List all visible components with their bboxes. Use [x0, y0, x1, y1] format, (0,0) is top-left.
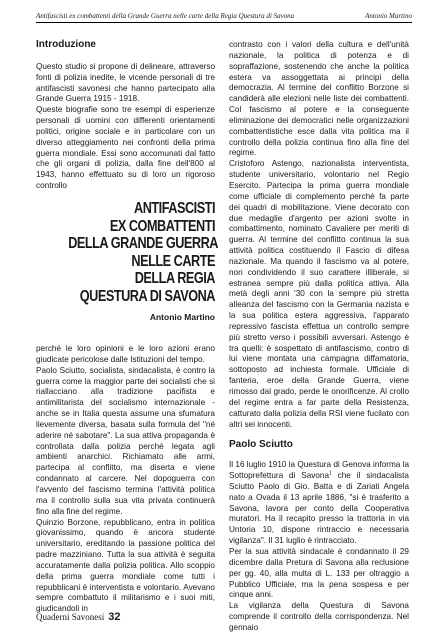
intro-paragraph: Queste biografie sono tre esempi di esperienze personali di uomini con differenti orientamenti politici, origine sociale e in particolare con un diverso atteggiamento nei confronti della prima guerra mondiale. Essi sono accomunati dal fatto che gli organi di polizia, dalla fine dell'800 al 1943, hanno effettuato su di loro un rigoroso controllo: [36, 105, 215, 191]
journal-name: Quaderni Savonesi: [36, 612, 105, 622]
intro-section: [36, 40, 215, 192]
article-title-line: EX COMBATTENTI: [109, 217, 215, 235]
page-number: 32: [108, 611, 121, 623]
running-header-author: Antonio Martino: [365, 12, 412, 20]
right-column-body: [229, 40, 409, 634]
article-author: Antonio Martino: [149, 311, 215, 322]
article-title-line: NELLE CARTE: [131, 252, 215, 270]
body-paragraph: Il 16 luglio 1910 la Questura di Genova informa la Sottoprefettura di Savona$^1$ che il sindacalista Sciutto Paolo di Gio. Batta e di Zariati Angela nato a Ovada il 13 aprile 1886, "si è trasferito a Savona, lavora per conto della Cooperativa muratori. Ha il recapito presso la trattoria in via Untoria 10, dispone rintraccio e necessaria vigilanza". Il 31 luglio è rintracciato.: [229, 460, 409, 546]
body-paragraph: contrasto con i valori della cultura e dell'unità nazionale, la politica di potenza e di sopraffazione, sostenendo che anche la politica estera va assoggettata ai principi della democrazia. Al termine del conflitto Borzone si candiderà alle elezioni nelle liste dei combattenti. Col fascismo al potere e la conseguente eliminazione dei democratici nelle organizzazioni combattentistiche esce dalla vita politica ma il controllo della polizia continua fino alla fine del regime.: [229, 40, 409, 158]
running-header: [36, 10, 412, 23]
article-title-line: DELLA GRANDE GUERRA: [68, 235, 218, 253]
body-paragraph: Paolo Sciutto, socialista, sindacalista, è contro la guerra come la maggior parte dei socialisti che si riallacciano alla tradizione pacifista e antimilitarista del socialismo internazionale - anche se in Italia questa assume una sfumatura lievemente diversa, basata sulla formula del "né aderire né sabotare". La sua attiva propaganda è controllata dalla polizia perché legata agli ambienti anarchici. Richiamato alle armi, partecipa al conflitto, ma diserta e viene condannato al carcere. Nel dopoguerra con l'avvento del fascismo termina l'attività politica ma il controllo sulla sua vita privata continuerà fino alla fine del regime.: [36, 365, 215, 516]
page-footer: [36, 611, 120, 623]
article-title-line: DELLA REGIA: [134, 270, 215, 288]
intro-paragraph: Questo studio si propone di delineare, attraverso fonti di polizia inedite, le vicende personali di tre antifascisti savonesi che hanno partecipato alla Grande Guerra 1915 - 1918.: [36, 61, 215, 104]
body-paragraph: Per la sua attività sindacale è condannato il 29 dicembre dalla Pretura di Savona alla reclusione per gg. 40, alla multa di L. 133 per oltraggio a Pubblico Ufficiale, ma la pena sospesa e per cinque anni.: [229, 546, 409, 600]
footnote-marker[interactable]: 1: [329, 470, 332, 477]
article-title-line: ANTIFASCISTI: [134, 200, 215, 217]
body-paragraph: perché le loro opinioni e le loro azioni erano giudicate pericolose dalle Istituzioni del tempo.: [36, 344, 215, 364]
article-title-block: [36, 200, 218, 322]
body-paragraph: Cristoforo Astengo, nazionalista interventista, studente universitario, volontario nel Regio Esercito. Partecipa la prima guerra mondiale come ufficiale di complemento perché fa parte dei quadri di mobilitazione. Viene decorato con due medaglie d'argento per azioni svolte in combattimento, nominato Cavaliere per meriti di guerra. Al termine del conflitto continua la sua attività politica costituendo il Fascio di difesa nazionale. Ma quando il fascismo va al potere, non condividendo il suo carattere illiberale, si estranea sempre più dalla politica attiva. Alla metà degli anni '30 con la sempre più stretta alleanza del fascismo con la Germania nazista e la sua politica estera aggressiva, l'apparato repressivo fascista effettua un controllo sempre più stretto verso i possibili avversari. Astengo è tra quelli: è sospettato di antifascismo, contro di lui viene montata una campagna diffamatoria, sottoposto ad inchiesta formale. Ufficiale di fanteria, eroe della Grande Guerra, viene rimosso dal grado, perde le onorificenze. Al crollo del regime entra a far parte della Resistenza, catturato dalla polizia della RSI viene fucilato con altri sei innocenti.: [229, 159, 409, 429]
left-column-body: [36, 344, 215, 615]
body-paragraph: La vigilanza della Questura di Savona comprende il controllo della corrispondenza. Nel gennaio: [229, 601, 409, 632]
section-heading-introduzione: Introduzione: [36, 39, 96, 50]
section-heading-paolo-sciutto: Paolo Sciutto: [229, 439, 293, 451]
article-title-line: QUESTURA DI SAVONA: [79, 287, 215, 305]
body-paragraph: Quinzio Borzone, repubblicano, entra in politica giovanissimo, quando è ancora studente universitario, ereditando la passione politica del padre mazziniano. Tutta la sua attività è seguita accuratamente dalla polizia politica. Allo scoppio della prima guerra mondiale come tutti i repubblicani è interventista e volontario. Avevano sempre combattuto il militarismo e i suoi miti, giudicandoli in: [36, 517, 215, 614]
running-header-title: Antifascisti ex combattenti della Grande Guerra nelle carte della Regia Questura di Savona: [36, 12, 295, 20]
